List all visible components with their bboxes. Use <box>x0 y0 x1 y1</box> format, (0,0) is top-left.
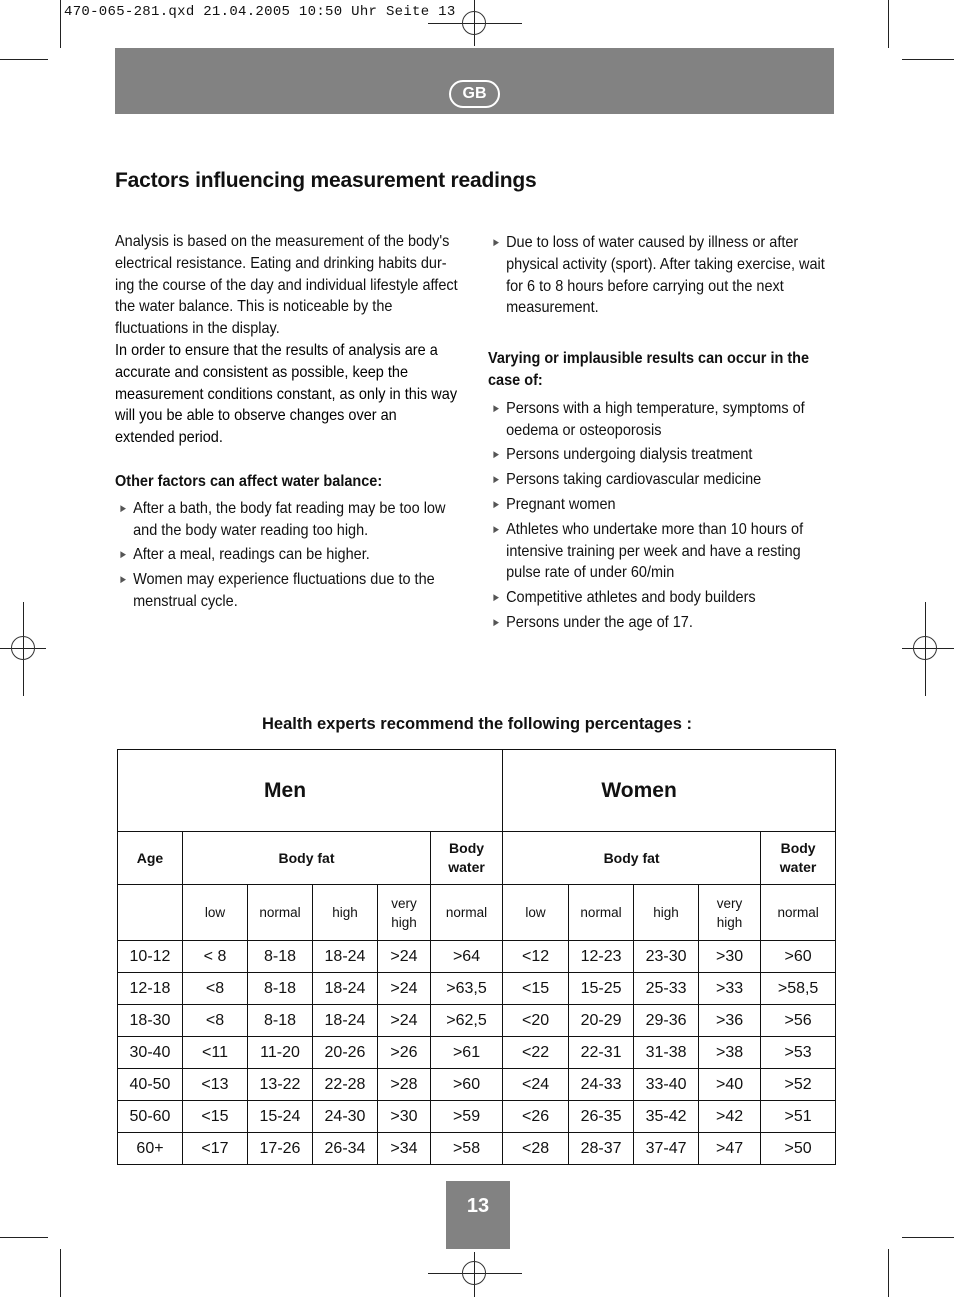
bullet-arrow-icon: ▶ <box>493 474 500 485</box>
crop-mark <box>888 1249 889 1297</box>
table-cell: 23-30 <box>634 941 699 973</box>
table-cell: 31-38 <box>634 1037 699 1069</box>
list-item-text: Competitive athletes and body builders <box>506 589 756 607</box>
table-cell: 13-22 <box>248 1069 313 1101</box>
registration-circle-icon <box>462 1261 486 1285</box>
table-cell: >58 <box>431 1133 503 1165</box>
registration-circle-icon <box>11 636 35 660</box>
list-item-text: Persons undergoing dialysis treatment <box>506 446 753 464</box>
table-row <box>118 973 836 1005</box>
table-cell: <13 <box>183 1069 248 1101</box>
other-factors-list <box>115 498 459 613</box>
crop-mark <box>0 59 48 60</box>
table-cell: 11-20 <box>248 1037 313 1069</box>
list-item-text: Persons with a high temperature, symptoms of oedema or osteoporosis <box>506 399 805 439</box>
table-row <box>118 1101 836 1133</box>
table-cell: >28 <box>378 1069 431 1101</box>
page-number: 13 <box>446 1181 510 1249</box>
table-cell: 22-31 <box>569 1037 634 1069</box>
table-row <box>118 941 836 973</box>
table-cell: >42 <box>699 1101 761 1133</box>
registration-circle-icon <box>462 11 486 35</box>
table-cell: >26 <box>378 1037 431 1069</box>
page-title: Factors influencing measurement readings <box>115 169 537 192</box>
sub-very-high <box>699 885 761 941</box>
table-cell: <12 <box>503 941 569 973</box>
crop-mark <box>60 0 61 48</box>
table-cell: 40-50 <box>118 1069 183 1101</box>
bullet-arrow-icon: ▶ <box>493 523 500 534</box>
table-cell: <15 <box>503 973 569 1005</box>
table-cell: <17 <box>183 1133 248 1165</box>
varying-results-heading: Varying or implausible results can occur in the case of: <box>488 350 810 389</box>
body-water-line1: Body <box>780 840 816 856</box>
table-cell: 18-24 <box>313 1005 378 1037</box>
printer-slug: 470-065-281.qxd 21.04.2005 10:50 Uhr Seite 13 <box>64 4 456 20</box>
table-cell: <26 <box>503 1101 569 1133</box>
table-cell: >60 <box>431 1069 503 1101</box>
table-cell: <28 <box>503 1133 569 1165</box>
sub-high: high <box>313 885 378 941</box>
bullet-arrow-icon: ▶ <box>493 402 500 413</box>
women-header <box>503 750 836 832</box>
table-cell: >59 <box>431 1101 503 1133</box>
table-cell: <8 <box>183 973 248 1005</box>
table-cell: <22 <box>503 1037 569 1069</box>
table-cell: >40 <box>699 1069 761 1101</box>
women-label: Women <box>601 778 677 802</box>
list-item <box>115 498 459 542</box>
bullet-arrow-icon: ▶ <box>493 592 500 603</box>
list-item <box>488 519 834 584</box>
sub-very-high <box>378 885 431 941</box>
list-item-text: After a meal, readings can be higher. <box>133 546 370 564</box>
table-cell: >24 <box>378 941 431 973</box>
list-item <box>488 232 834 319</box>
list-item <box>488 494 834 516</box>
varying-results-list <box>488 398 834 634</box>
left-column <box>115 231 460 613</box>
table-cell: <11 <box>183 1037 248 1069</box>
table-cell: 12-18 <box>118 973 183 1005</box>
crop-mark <box>902 1237 954 1238</box>
table-cell: >61 <box>431 1037 503 1069</box>
sub-very-1: very <box>716 895 743 911</box>
table-cell: 15-25 <box>569 973 634 1005</box>
table-cell: 8-18 <box>248 1005 313 1037</box>
table-cell: 20-29 <box>569 1005 634 1037</box>
table-cell: >52 <box>761 1069 836 1101</box>
list-item-text: Athletes who undertake more than 10 hours of intensive training per week and have a resting pulse rate of under 60/min <box>506 520 804 582</box>
list-item <box>115 544 459 566</box>
table-cell: 28-37 <box>569 1133 634 1165</box>
table-cell: 20-26 <box>313 1037 378 1069</box>
table-cell: 24-33 <box>569 1069 634 1101</box>
list-item <box>488 444 834 466</box>
registration-circle-icon <box>913 636 937 660</box>
table-cell: >47 <box>699 1133 761 1165</box>
table-cell: < 8 <box>183 941 248 973</box>
table-cell: >30 <box>378 1101 431 1133</box>
list-item-text: Persons taking cardiovascular medicine <box>506 471 762 489</box>
women-body-water-header <box>761 832 836 885</box>
list-item <box>115 569 459 613</box>
crop-mark <box>902 59 954 60</box>
water-loss-list <box>488 232 834 319</box>
list-item-text: Pregnant women <box>506 495 616 513</box>
language-badge: GB <box>449 80 500 108</box>
table-group-header-row <box>118 750 836 832</box>
table-cell: >58,5 <box>761 973 836 1005</box>
table-cell: 50-60 <box>118 1101 183 1133</box>
list-item-text: Persons under the age of 17. <box>506 613 693 631</box>
table-cell: >24 <box>378 1005 431 1037</box>
body-water-line2: water <box>448 859 485 875</box>
bullet-arrow-icon: ▶ <box>120 502 127 513</box>
bullet-arrow-icon: ▶ <box>493 616 500 627</box>
table-cell: 37-47 <box>634 1133 699 1165</box>
sub-low: low <box>503 885 569 941</box>
empty-cell <box>118 885 183 941</box>
table-cell: >60 <box>761 941 836 973</box>
men-body-water-header <box>431 832 503 885</box>
table-cell: >50 <box>761 1133 836 1165</box>
body-water-line1: Body <box>449 840 485 856</box>
right-column-content <box>488 232 834 634</box>
crop-mark <box>60 1249 61 1297</box>
table-cell: 30-40 <box>118 1037 183 1069</box>
table-cell: 12-23 <box>569 941 634 973</box>
bullet-arrow-icon: ▶ <box>120 574 127 585</box>
table-cell: <8 <box>183 1005 248 1037</box>
list-item-text: Women may experience fluctuations due to the menstrual cycle. <box>133 571 435 610</box>
table-cell: 8-18 <box>248 973 313 1005</box>
table-cell: >53 <box>761 1037 836 1069</box>
men-body-fat-header: Body fat <box>183 832 431 885</box>
table-header-row <box>118 832 836 885</box>
table-row <box>118 1133 836 1165</box>
table-cell: >33 <box>699 973 761 1005</box>
crop-mark <box>0 1237 48 1238</box>
sub-very-2: high <box>716 914 743 930</box>
sub-water-normal: normal <box>761 885 836 941</box>
table-cell: 25-33 <box>634 973 699 1005</box>
sub-high: high <box>634 885 699 941</box>
table-cell: 26-34 <box>313 1133 378 1165</box>
table-cell: 15-24 <box>248 1101 313 1133</box>
table-cell: >38 <box>699 1037 761 1069</box>
table-cell: >34 <box>378 1133 431 1165</box>
intro-paragraph: Analysis is based on the measurement of the body's electrical resistance. Eating and drinking habits dur-ing the course of the day and individual lifestyle affect the water balance. This is noticeable by the fluctuations in the display. <box>115 233 458 338</box>
table-cell: >63,5 <box>431 973 503 1005</box>
body-water-line2: water <box>779 859 817 875</box>
age-header: Age <box>118 832 183 885</box>
list-item <box>488 469 834 491</box>
table-subheader-row <box>118 885 836 941</box>
table-cell: >51 <box>761 1101 836 1133</box>
table-cell: 8-18 <box>248 941 313 973</box>
sub-very-2: high <box>391 914 417 930</box>
right-column <box>488 232 834 634</box>
sub-water-normal: normal <box>431 885 503 941</box>
table-cell: 60+ <box>118 1133 183 1165</box>
men-header <box>118 750 503 832</box>
bullet-arrow-icon: ▶ <box>493 449 500 460</box>
table-cell: >64 <box>431 941 503 973</box>
table-cell: 22-28 <box>313 1069 378 1101</box>
women-body-fat-header: Body fat <box>503 832 761 885</box>
table-cell: >62,5 <box>431 1005 503 1037</box>
table-cell: >36 <box>699 1005 761 1037</box>
bullet-arrow-icon: ▶ <box>120 549 127 560</box>
table-cell: 26-35 <box>569 1101 634 1133</box>
table-cell: <24 <box>503 1069 569 1101</box>
sub-low: low <box>183 885 248 941</box>
list-item-text: Due to loss of water caused by illness or after physical activity (sport). After taking exercise, wait for 6 to 8 hours before carrying out the next measurement. <box>506 234 825 317</box>
table-cell: 10-12 <box>118 941 183 973</box>
bullet-arrow-icon: ▶ <box>493 237 500 247</box>
table-cell: 33-40 <box>634 1069 699 1101</box>
left-column-content <box>115 231 459 613</box>
table-cell: 18-24 <box>313 973 378 1005</box>
table-cell: <20 <box>503 1005 569 1037</box>
sub-normal: normal <box>248 885 313 941</box>
table-cell: 35-42 <box>634 1101 699 1133</box>
table-row <box>118 1069 836 1101</box>
table-cell: <15 <box>183 1101 248 1133</box>
table-row <box>118 1005 836 1037</box>
percentages-table <box>117 749 836 1165</box>
intro-paragraph-2: In order to ensure that the results of analysis are a accurate and consistent as possible, keep the measurement conditions constant, as only in this way will you be able to observe changes over an extended period. <box>115 341 458 447</box>
table-cell: 17-26 <box>248 1133 313 1165</box>
table-cell: 18-30 <box>118 1005 183 1037</box>
table-cell: >24 <box>378 973 431 1005</box>
table-cell: 29-36 <box>634 1005 699 1037</box>
table-cell: 24-30 <box>313 1101 378 1133</box>
list-item <box>488 587 834 609</box>
sub-normal: normal <box>569 885 634 941</box>
table-caption: Health experts recommend the following percentages : <box>261 715 692 733</box>
list-item-text: After a bath, the body fat reading may be too low and the body water reading too high. <box>133 499 446 539</box>
list-item <box>488 612 834 634</box>
table-cell: >30 <box>699 941 761 973</box>
crop-mark <box>888 0 889 48</box>
table-body <box>118 941 836 1165</box>
other-factors-heading: Other factors can affect water balance: <box>115 472 383 490</box>
bullet-arrow-icon: ▶ <box>493 498 500 509</box>
table-cell: 18-24 <box>313 941 378 973</box>
table-cell: >56 <box>761 1005 836 1037</box>
men-label: Men <box>264 778 307 802</box>
list-item <box>488 398 834 442</box>
table-row <box>118 1037 836 1069</box>
sub-very-1: very <box>391 895 417 911</box>
